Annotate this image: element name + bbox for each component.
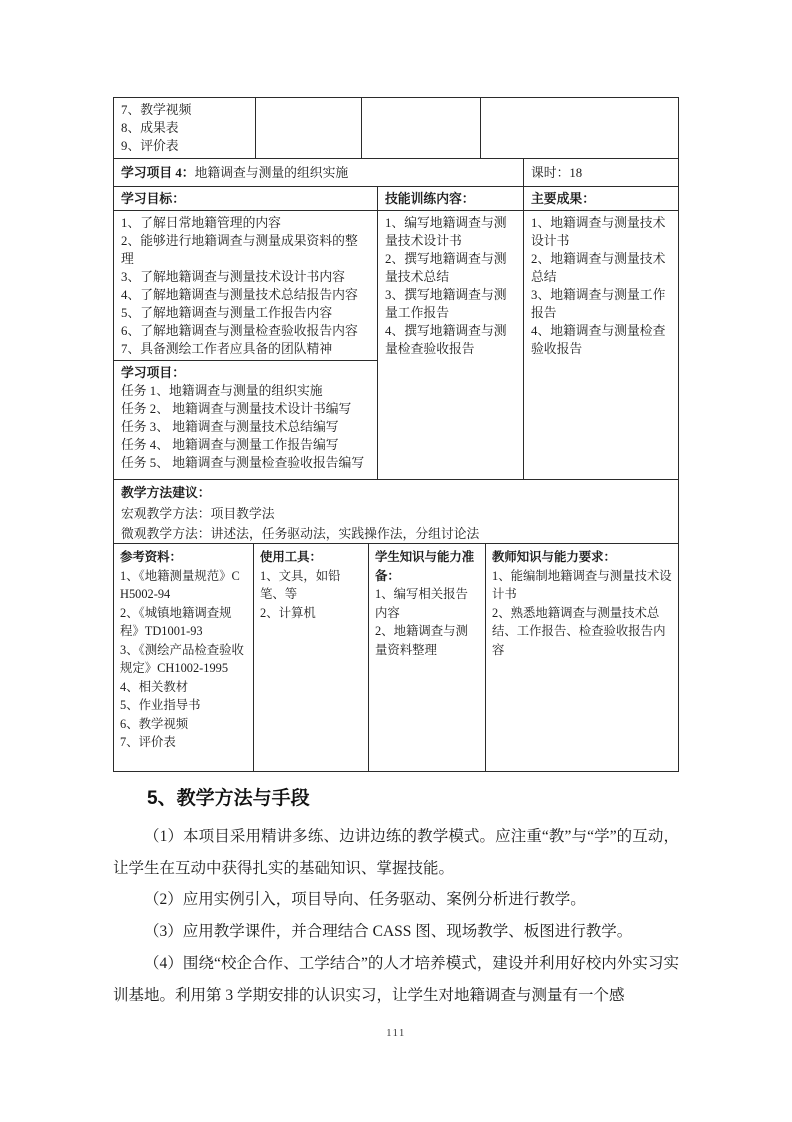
tools-header: 使用工具： — [260, 550, 322, 564]
objective-item: 3、了解地籍调查与测量技术设计书内容 — [121, 270, 345, 284]
continuation-col-3 — [362, 98, 481, 158]
tool-item: 2、计算机 — [260, 605, 316, 620]
column-header-row — [114, 187, 678, 211]
paragraph-3: （3）应用教学课件，并合理结合 CASS 图、现场教学、板图进行教学。 — [144, 923, 633, 941]
page-number: 111 — [386, 1028, 406, 1039]
project-label: 学习项目 4： — [121, 165, 195, 180]
task-item: 任务 1、地籍调查与测量的组织实施 — [121, 384, 323, 398]
reference-item: 7、评价表 — [120, 735, 176, 749]
skill-item: 1、编写地籍调查与测量技术设计书 — [385, 216, 507, 248]
outcome-item: 4、地籍调查与测量检查验收报告 — [531, 324, 666, 356]
teacher-requirement-item: 1、能编制地籍调查与测量技术设计书 — [492, 568, 672, 601]
teaching-method-row — [114, 480, 678, 544]
task-item: 任务 4、 地籍调查与测量工作报告编写 — [121, 438, 339, 452]
reference-item: 6、教学视频 — [120, 716, 189, 731]
objective-item: 2、能够进行地籍调查与测量成果资料的整理 — [121, 234, 358, 266]
student-prep-item: 1、编写相关报告内容 — [375, 587, 468, 620]
lesson-plan-table — [113, 97, 679, 772]
page-content — [113, 97, 679, 1011]
teaching-method-suggestion-cell — [114, 480, 678, 543]
teacher-requirement-item: 2、熟悉地籍调查与测量技术总结、工作报告、检查验收报告内容 — [492, 605, 666, 657]
student-prep-item: 2、地籍调查与测量资料整理 — [375, 624, 468, 657]
objective-item: 5、了解地籍调查与测量工作报告内容 — [121, 306, 333, 320]
reference-item: 1、《地籍测量规范》CH5002-94 — [120, 568, 240, 601]
reference-item: 5、作业指导书 — [120, 698, 201, 712]
resources-row — [114, 544, 678, 771]
paragraph-1: （1）本项目采用精讲多练、边讲边练的教学模式。应注重“教”与“学”的互动，让学生在互动中获得扎实的基础知识、掌握技能。 — [113, 828, 679, 877]
reference-item: 4、相关教材 — [120, 679, 189, 694]
macro-method-line: 宏观教学方法：项目教学法 — [121, 506, 275, 521]
objective-item: 4、了解地籍调查与测量技术总结报告内容 — [121, 288, 358, 302]
reference-item: 2、《城镇地籍调查规程》TD1001-93 — [120, 605, 232, 638]
continuation-col-2 — [256, 98, 362, 158]
outcome-item: 2、地籍调查与测量技术总结 — [531, 252, 666, 284]
objective-item: 6、了解地籍调查与测量检查验收报告内容 — [121, 324, 358, 338]
class-hours-cell: 课时：18 — [531, 165, 583, 180]
objectives-tasks-column — [114, 211, 378, 479]
tasks-header: 学习项目： — [121, 366, 185, 380]
objective-item: 1、了解日常地籍管理的内容 — [121, 216, 281, 230]
skill-item: 3、撰写地籍调查与测量工作报告 — [385, 288, 507, 320]
paragraph-4: （4）围绕“校企合作、工学结合”的人才培养模式，建设并利用好校内外实习实训基地。利用第 3 学期安排的认识实习，让学生对地籍调查与测量有一个感 — [113, 954, 679, 1004]
continuation-col-1 — [114, 98, 256, 158]
paragraph-2: （2）应用实例引入，项目导向、任务驱动、案例分析进行教学。 — [144, 891, 586, 909]
references-header: 参考资料： — [120, 550, 182, 564]
teaching-method-header: 教学方法建议： — [121, 486, 211, 500]
tool-item: 1、文具，如铅笔、等 — [260, 568, 341, 601]
reference-item: 3、《测绘产品检查验收规定》CH1002-1995 — [120, 642, 244, 675]
tools-cell — [254, 544, 369, 771]
skills-header: 技能训练内容： — [378, 187, 524, 210]
references-cell — [114, 544, 254, 771]
teacher-requirements-header: 教师知识与能力要求： — [492, 550, 616, 564]
list-line: 9、评价表 — [121, 139, 179, 153]
student-prep-header: 学生知识与能力准备： — [375, 550, 475, 583]
task-item: 任务 2、 地籍调查与测量技术设计书编写 — [121, 402, 352, 416]
project-title-cell — [114, 159, 524, 186]
student-prep-cell — [369, 544, 486, 771]
skill-item: 4、撰写地籍调查与测量检查验收报告 — [385, 324, 507, 356]
outcomes-header: 主要成果： — [531, 191, 595, 206]
skills-cell — [378, 211, 524, 479]
tasks-cell — [114, 361, 377, 479]
skill-item: 2、撰写地籍调查与测量技术总结 — [385, 252, 507, 284]
project-title: 地籍调查与测量的组织实施 — [194, 165, 349, 180]
section-heading: 5、教学方法与手段 — [147, 788, 310, 809]
objective-item: 7、具备测绘工作者应具备的团队精神 — [121, 342, 333, 356]
task-item: 任务 3、 地籍调查与测量技术总结编写 — [121, 420, 339, 434]
table-row-continuation — [114, 98, 678, 159]
outcome-item: 3、地籍调查与测量工作报告 — [531, 288, 666, 320]
project-title-row — [114, 159, 678, 187]
task-item: 任务 5、 地籍调查与测量检查验收报告编写 — [121, 456, 365, 470]
outcome-item: 1、地籍调查与测量技术设计书 — [531, 216, 666, 248]
continuation-col-4 — [481, 98, 678, 158]
micro-method-line: 微观教学方法：讲述法，任务驱动法，实践操作法，分组讨论法 — [121, 527, 480, 541]
table-body-row — [114, 211, 678, 480]
objectives-cell — [114, 211, 377, 361]
objectives-header: 学习目标： — [114, 187, 378, 210]
list-line: 8、成果表 — [121, 121, 179, 135]
list-line: 7、教学视频 — [121, 103, 192, 117]
teacher-requirements-cell — [486, 544, 678, 771]
outcomes-cell — [524, 211, 678, 479]
